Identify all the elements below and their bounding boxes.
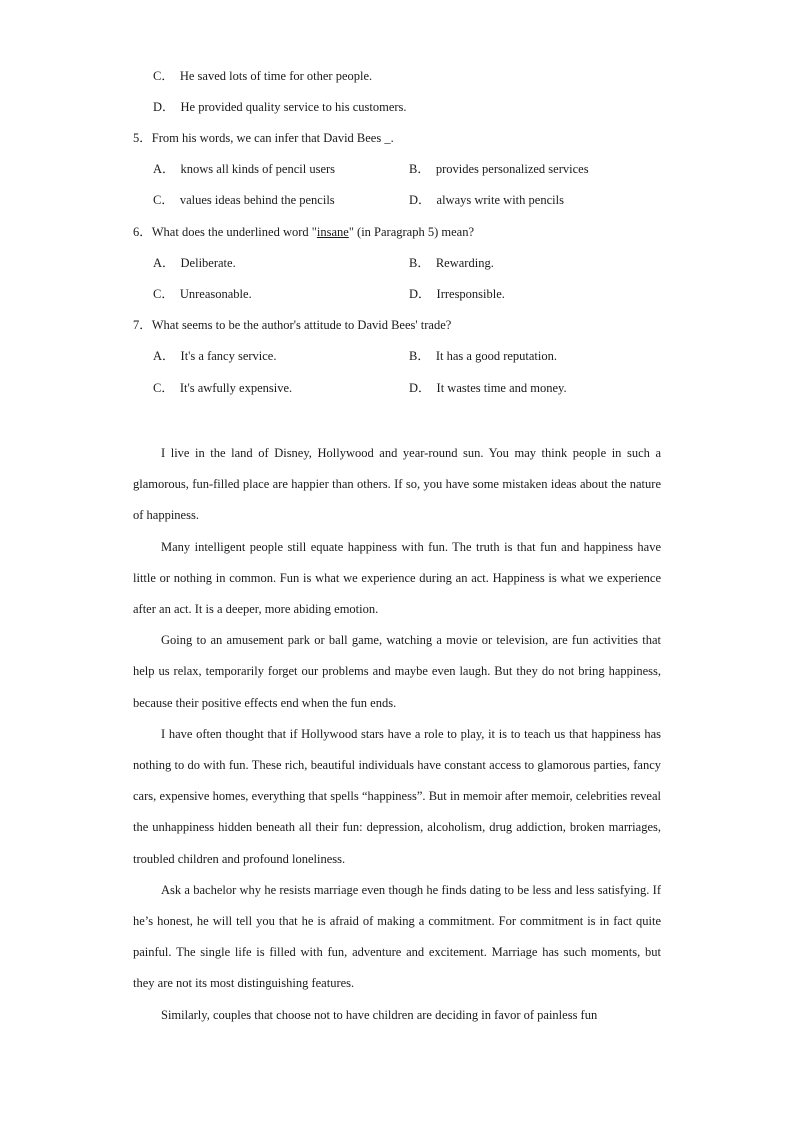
reading-passage <box>133 438 661 1031</box>
q7-option-b <box>409 348 557 364</box>
q4-option-d <box>153 99 407 115</box>
option-letter: A． <box>153 162 175 176</box>
option-letter: D． <box>409 287 431 301</box>
option-text: It's awfully expensive. <box>179 381 293 395</box>
q7-option-c <box>153 380 292 396</box>
q5-stem: 5．From his words, we can infer that David Bees _. <box>133 131 394 145</box>
option-letter: C． <box>153 287 174 301</box>
q7-option-a <box>153 348 277 364</box>
q6-stem <box>133 224 474 240</box>
q5-option-c <box>153 192 335 208</box>
passage-paragraph: I live in the land of Disney, Hollywood and year-round sun. You may think people in such a glamorous, fun-filled place are happier than others. If so, you have some mistaken ideas about the nature of happiness. <box>133 446 661 523</box>
q6-option-a <box>153 255 236 271</box>
q5-option-a <box>153 161 335 177</box>
passage-paragraph: I have often thought that if Hollywood stars have a role to play, it is to teach us that happiness has nothing to do with fun. These rich, beautiful individuals have constant access to glamorous parties, fancy cars, expensive homes, everything that spells “happiness”. But in memoir after memoir, celebrities reveal the unhappiness hidden beneath all their fun: depression, alcoholism, drug addiction, broken marriages, troubled children and profound loneliness. <box>133 726 661 866</box>
option-text: It's a fancy service. <box>180 349 277 363</box>
option-text: provides personalized services <box>435 162 589 176</box>
passage-paragraph: Going to an amusement park or ball game, watching a movie or television, are fun activities that help us relax, temporarily forget our problems and maybe even laugh. But they do not bring happiness, because their positive effects end when the fun ends. <box>133 633 661 710</box>
option-text: Deliberate. <box>180 256 236 270</box>
q5-option-b <box>409 161 589 177</box>
option-letter: C． <box>153 381 174 395</box>
passage-paragraph: Many intelligent people still equate happiness with fun. The truth is that fun and happiness have little or nothing in common. Fun is what we experience during an act. Happiness is what we experience after an act. It is a deeper, more abiding emotion. <box>133 539 661 617</box>
option-text: He saved lots of time for other people. <box>179 69 373 83</box>
option-text: values ideas behind the pencils <box>179 193 335 207</box>
q7-option-d <box>409 380 567 396</box>
q6-option-b <box>409 255 494 271</box>
q6-stem-after: " (in Paragraph 5) mean? <box>348 225 475 239</box>
option-text: He provided quality service to his customers. <box>180 100 407 114</box>
option-text: Irresponsible. <box>436 287 505 301</box>
option-text: Rewarding. <box>435 256 494 270</box>
option-text: It has a good reputation. <box>435 349 557 363</box>
q4-option-c <box>153 68 372 84</box>
option-letter: D． <box>409 193 431 207</box>
option-letter: B． <box>409 162 430 176</box>
option-letter: D． <box>409 381 431 395</box>
option-letter: C． <box>153 69 174 83</box>
option-text: It wastes time and money. <box>436 381 567 395</box>
q6-option-d <box>409 286 505 302</box>
q7-stem: 7．What seems to be the author's attitude to David Bees' trade? <box>133 318 452 332</box>
option-letter: B． <box>409 349 430 363</box>
option-text: always write with pencils <box>436 193 564 207</box>
q6-option-c <box>153 286 252 302</box>
option-text: Unreasonable. <box>179 287 252 301</box>
q6-underlined-word: insane <box>316 225 349 239</box>
option-letter: A． <box>153 256 175 270</box>
option-text: knows all kinds of pencil users <box>180 162 336 176</box>
option-letter: D． <box>153 100 175 114</box>
passage-paragraph: Ask a bachelor why he resists marriage even though he finds dating to be less and less satisfying. If he’s honest, he will tell you that he is afraid of making a commitment. For commitment is in fact quite painful. The single life is filled with fun, adventure and excitement. Marriage has such moments, but they are not its most distinguishing features. <box>133 882 661 991</box>
q5-option-d <box>409 192 564 208</box>
option-letter: B． <box>409 256 430 270</box>
option-letter: C． <box>153 193 174 207</box>
q6-stem-before: 6．What does the underlined word " <box>133 225 317 239</box>
passage-paragraph: Similarly, couples that choose not to have children are deciding in favor of painless fun <box>161 1007 598 1022</box>
option-letter: A． <box>153 349 175 363</box>
